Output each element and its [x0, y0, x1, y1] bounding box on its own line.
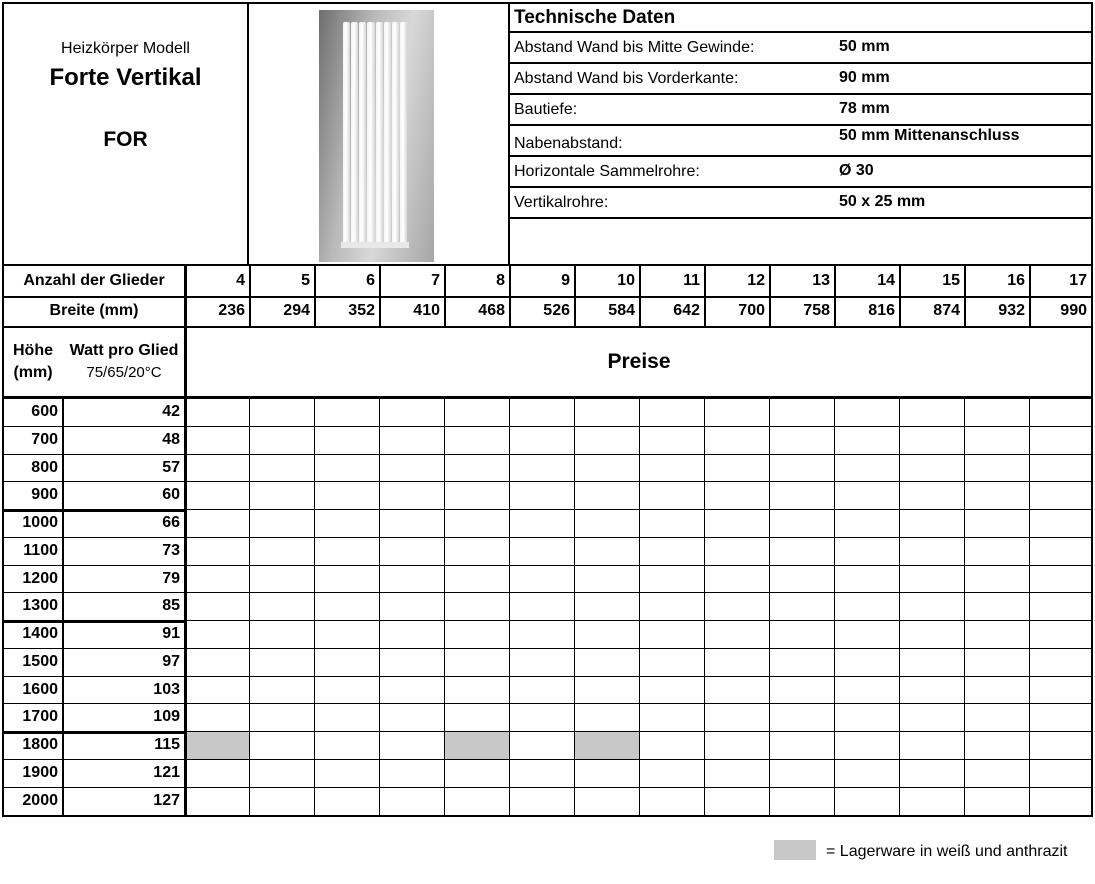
grid-line: [184, 648, 1091, 649]
grid-line: [184, 620, 1091, 621]
hoehe-value: 2000: [22, 791, 58, 809]
product-photo-box: [249, 4, 510, 264]
grid-line: [184, 537, 1091, 538]
model-name: Forte Vertikal: [49, 64, 202, 91]
glieder-value: 15: [942, 272, 960, 289]
watt-label: Watt pro Glied 75/65/20°C: [69, 342, 179, 381]
watt-value: 127: [153, 791, 180, 809]
glieder-value: 13: [812, 272, 830, 289]
grid-line: [899, 398, 900, 817]
hoehe-value: 900: [31, 486, 58, 504]
hoehe-label: Höhe (mm): [13, 342, 53, 381]
glieder-value: 6: [366, 272, 375, 289]
grid-line: [639, 398, 640, 817]
tech-label: Bautiefe:: [514, 101, 578, 118]
hoehe-value: 1700: [22, 708, 58, 726]
technical-data: [510, 4, 1091, 264]
hoehe-value: 1100: [23, 541, 58, 559]
watt-value: 103: [153, 680, 180, 698]
tech-label: Vertikalrohre:: [514, 194, 609, 211]
hoehe-value: 1500: [22, 652, 58, 670]
breite-value: 584: [608, 302, 635, 319]
stock-cell: [445, 732, 509, 759]
model-subtitle: Heizkörper Modell: [61, 40, 190, 57]
hoehe-value: 1200: [22, 569, 58, 587]
grid-line: [184, 426, 1091, 427]
tech-label: Horizontale Sammelrohre:: [514, 163, 700, 180]
grid-line: [184, 787, 1091, 788]
grid-line: [184, 509, 1091, 510]
tech-row: [510, 157, 1091, 188]
glieder-value: 17: [1069, 272, 1087, 289]
grid-line: [1029, 398, 1030, 817]
hoehe-value: 1300: [22, 597, 58, 615]
tech-value: 78 mm: [839, 100, 890, 117]
tech-row: [510, 33, 1091, 64]
tech-label: Nabenabstand:: [514, 135, 623, 152]
legend-text: = Lagerware in weiß und anthrazit: [826, 843, 1068, 860]
grid-line: [184, 731, 1091, 732]
hoehe-value: 800: [31, 458, 58, 476]
preise-label: Preise: [607, 350, 671, 373]
legend-swatch: [774, 840, 816, 860]
header-region: [2, 2, 1093, 266]
glieder-value: 4: [236, 272, 245, 289]
technical-data-title: Technische Daten: [510, 4, 1091, 33]
hoehe-value: 1000: [22, 514, 58, 531]
breite-value: 990: [1060, 302, 1087, 319]
grid-line: [509, 398, 510, 817]
radiator-photo: [319, 10, 434, 262]
radiator-tubes: [343, 22, 407, 248]
grid-line: [249, 398, 250, 817]
grid-line: [379, 398, 380, 817]
watt-value: 115: [154, 736, 180, 753]
stock-cell: [575, 732, 639, 759]
breite-value: 700: [738, 302, 765, 319]
stock-cell: [185, 732, 249, 759]
hoehe-value: 700: [31, 430, 58, 448]
grid-line: [834, 398, 835, 817]
watt-value: 60: [162, 486, 180, 504]
tech-row: [510, 126, 1091, 157]
price-table: [2, 266, 1093, 817]
glieder-value: 10: [617, 272, 635, 289]
grid-line: [184, 759, 1091, 760]
breite-label: Breite (mm): [49, 302, 139, 319]
glieder-value: 5: [301, 272, 310, 289]
glieder-value: 9: [561, 272, 570, 289]
tech-value: 90 mm: [839, 69, 890, 86]
breite-value: 410: [413, 302, 440, 319]
hoehe-value: 1400: [22, 625, 58, 642]
tech-label: Abstand Wand bis Vorderkante:: [514, 70, 739, 87]
grid-line: [574, 398, 575, 817]
watt-value: 85: [162, 597, 180, 615]
breite-value: 816: [868, 302, 895, 319]
grid-line: [184, 676, 1091, 677]
breite-value: 642: [673, 302, 700, 319]
breite-value: 468: [478, 302, 505, 319]
grid-line: [184, 703, 1091, 704]
tech-row: [510, 95, 1091, 126]
grid-line: [704, 398, 705, 817]
hoehe-value: 1800: [22, 736, 58, 753]
tech-value: Ø 30: [839, 162, 874, 179]
watt-value: 48: [162, 430, 180, 448]
breite-value: 874: [933, 302, 960, 319]
tech-row: [510, 64, 1091, 95]
glieder-value: 12: [747, 272, 765, 289]
breite-value: 526: [543, 302, 570, 319]
model-code: FOR: [103, 128, 148, 151]
radiator-collector: [341, 242, 409, 248]
grid-line: [314, 398, 315, 817]
grid-line: [184, 481, 1091, 482]
tech-label: Abstand Wand bis Mitte Gewinde:: [514, 39, 755, 56]
grid-line: [184, 454, 1091, 455]
watt-value: 91: [162, 625, 180, 642]
grid-line: [769, 398, 770, 817]
glieder-value: 11: [683, 272, 700, 289]
glieder-value: 7: [431, 272, 440, 289]
grid-line: [184, 565, 1091, 566]
watt-value: 109: [153, 708, 180, 726]
watt-value: 79: [162, 569, 180, 587]
watt-value: 42: [162, 403, 180, 420]
glieder-value: 14: [877, 272, 895, 289]
watt-value: 57: [162, 458, 180, 476]
watt-value: 73: [162, 541, 180, 559]
breite-value: 758: [803, 302, 830, 319]
glieder-label: Anzahl der Glieder: [23, 272, 165, 289]
watt-value: 66: [162, 514, 180, 531]
grid-line: [964, 398, 965, 817]
grid-line: [444, 398, 445, 817]
watt-value: 121: [153, 763, 180, 781]
watt-value: 97: [162, 652, 180, 670]
hoehe-value: 1600: [22, 680, 58, 698]
hoehe-value: 600: [31, 403, 58, 420]
breite-value: 294: [283, 302, 310, 319]
breite-value: 236: [218, 302, 245, 319]
tech-row: [510, 188, 1091, 219]
breite-value: 932: [998, 302, 1025, 319]
tech-value: 50 x 25 mm: [839, 193, 926, 210]
tech-value: 50 mm: [839, 38, 890, 55]
glieder-value: 8: [496, 272, 505, 289]
grid-line: [184, 592, 1091, 593]
hoehe-value: 1900: [22, 763, 58, 781]
glieder-value: 16: [1007, 272, 1025, 289]
model-box: [4, 4, 249, 264]
tech-value: 50 mm Mittenanschluss: [839, 127, 1020, 144]
breite-value: 352: [348, 302, 375, 319]
